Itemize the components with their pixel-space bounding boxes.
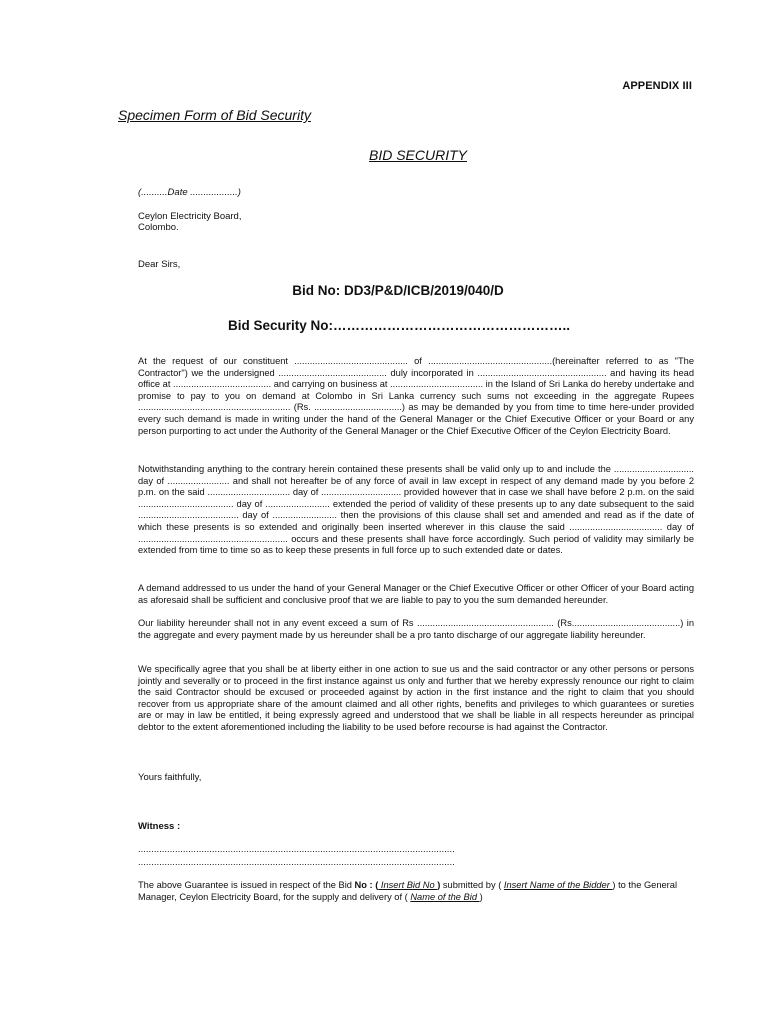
paragraph-agreement: We specifically agree that you shall be at liberty either in one action to sue us and the said contractor or any other persons or persons jointly and severally or to proceed in the first instance against us only and further that we hereby expressly renounce our right to claim the said Contractor should be excused or proceeded against by action in the first instance and the right to claim that you should recover from us appropriate share of the amount claimed and all other rights, benefits and privileges to which guarantees or sureties are or may in law be entitled, it being expressly agreed and understood that we shall be liable in all respects hereunder as principal debtor to the extent aforementioned including the liability to be used before recourse is had against the Contractor. xyxy=(138,664,694,732)
salutation: Dear Sirs, xyxy=(138,259,181,270)
footer-no-label: No : ( xyxy=(354,880,379,890)
address-block xyxy=(138,211,241,234)
form-title: Specimen Form of Bid Security xyxy=(118,107,311,123)
bid-number: Bid No: DD3/P&D/ICB/2019/040/D xyxy=(292,283,504,298)
paragraph-demand: A demand addressed to us under the hand of your General Manager or the Chief Executive Officer or other Officer of your Board acting as aforesaid shall be sufficient and conclusive proof that we are liable to pay to you the sum demanded hereunder. xyxy=(138,583,694,605)
footer-part-3: ) to the General Manager, Ceylon Electricity Board, for the supply and delivery of ( xyxy=(138,880,678,902)
paragraph-validity: Notwithstanding anything to the contrary herein contained these presents shall be valid only up to and include the ............................... day of ........................ and shall not hereafter be of any force of avail in law except in respect of any demand made by you before 2 p.m. on the said ................................ day of ............................... provided however that in case we shall have before 2 p.m. on the said ..................................... day of ......................... extended the period of validity of these presents up to any date subsequent to the said ....................................... day of ......................... then the provisions of this clause shall set and amended and read as if the date of which these presents is so extended and originally been inserted wherever in this clause the said .................................... day of .......................................................... occurs and these presents shall have force accordingly. Such period of validity may similarly be extended from time to time so as to keep these presents in full force up to such extended date or dates. xyxy=(138,464,694,556)
witness-line-2: ........................................................................................................................ xyxy=(138,857,455,868)
footer-close-1: ) xyxy=(437,880,441,890)
guarantee-statement xyxy=(138,880,698,904)
witness-label: Witness : xyxy=(138,821,181,832)
footer-part-1: The above Guarantee is issued in respect of the Bid xyxy=(138,880,355,890)
address-line-2: Colombo. xyxy=(138,222,179,234)
witness-line-1: ........................................................................................................................ xyxy=(138,844,455,855)
address-line-1: Ceylon Electricity Board, xyxy=(138,211,242,222)
footer-part-2: submitted by ( xyxy=(440,880,504,890)
paragraph-request: At the request of our constituent ............................................ of ................................................(hereinafter referred to as "The Contractor") we the undersigned .......................................... duly incorporated in .................................................. and having its head office at ...................................... and carrying on business at .................................... in the Island of Sri Lanka do hereby undertake and promise to pay to you on demand at Colombo in Sri Lanka currency such sums not exceeding in the aggregate Rupees ........................................................... (Rs. ..................................) as may be demanded by you from time to time here-under provided every such demand is made in writing under the hand of the General Manager or the Chief Executive Officer or your Board or any person purporting to act under the Authority of the General Manager or the Chief Executive Officer of the Ceylon Electricity Board. xyxy=(138,356,694,436)
paragraph-liability: Our liability hereunder shall not in any event exceed a sum of Rs ..................................................... (Rs..........................................) in the aggregate and every payment made by us hereunder shall be a pro tanto discharge of our aggregate liability hereunder. xyxy=(138,618,694,640)
date-line: (..........Date ..................) xyxy=(138,187,241,198)
insert-bid-name: Name of the Bid xyxy=(410,891,480,902)
insert-bid-no: Insert Bid No xyxy=(378,880,438,890)
footer-close-2: ) xyxy=(479,891,483,902)
insert-bidder-name: Insert Name of the Bidder xyxy=(503,880,613,890)
appendix-label: APPENDIX III xyxy=(622,80,692,92)
bid-security-number: Bid Security No:…………………………………………….. xyxy=(228,318,571,333)
closing: Yours faithfully, xyxy=(138,772,202,783)
main-title: BID SECURITY xyxy=(368,147,467,163)
